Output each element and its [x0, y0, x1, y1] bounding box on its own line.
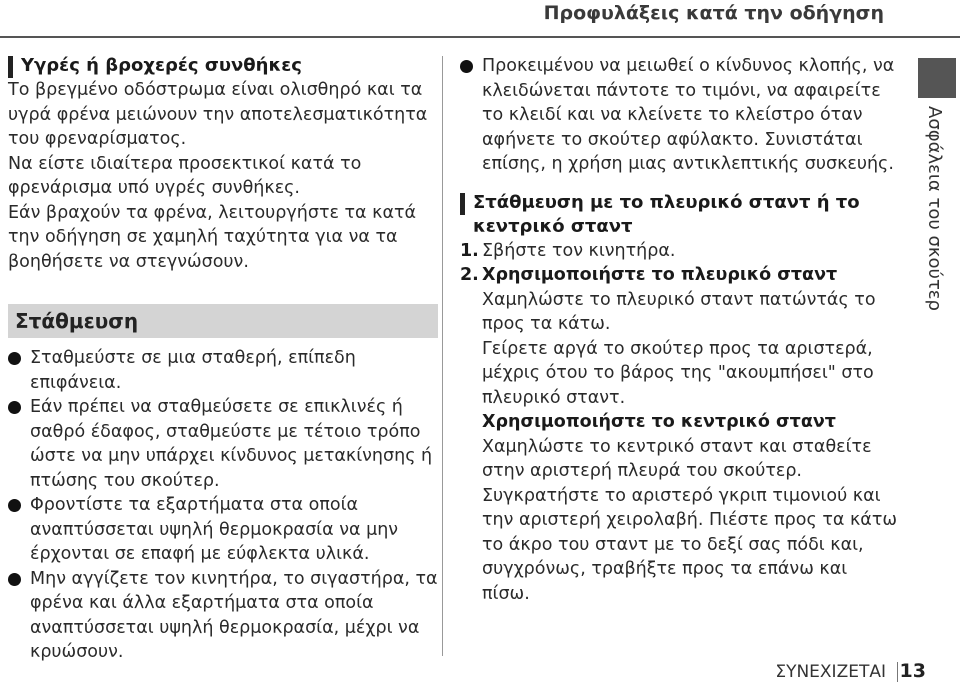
list-item: Φροντίστε τα εξαρτήματα στα οποία αναπτύσσεται υψηλή θερμοκρασία να μην έρχονται σε επαφή με εύφλεκτα υλικά.: [8, 493, 438, 567]
parking-bullet-list: [8, 346, 438, 665]
step-text: Σβήστε τον κινητήρα.: [482, 240, 676, 261]
right-column: [460, 54, 900, 606]
step-number: 2.: [460, 265, 479, 285]
wet-conditions-text: [8, 78, 438, 274]
step-title: Χρησιμοποιήστε το πλευρικό σταντ: [482, 265, 838, 285]
left-column: [8, 54, 438, 665]
section-tab-marker: [918, 58, 956, 98]
wet-paragraph: Το βρεγμένο οδόστρωμα είναι ολισθηρό και τα υγρά φρένα μειώνουν την αποτελεσματικότητα του φρεναρίσματος.: [8, 80, 428, 149]
list-item: Εάν πρέπει να σταθμεύσετε σε επικλινές ή σαθρό έδαφος, σταθμεύστε με τέτοιο τρόπο ώστε να μην υπάρχει κίνδυνος μετακίνησης ή πτώσης του σκούτερ.: [8, 395, 438, 493]
list-item: Προκειμένου να μειωθεί ο κίνδυνος κλοπής, να κλειδώνεται πάντοτε το τιμόνι, να αφαιρείτε το κλειδί και να κλείνετε το κλείστρο όταν αφήνετε το σκούτερ αφύλακτο. Συνιστάται επίσης, η χρήση μιας αντικλεπτικής συσκευής.: [460, 54, 900, 177]
theft-bullet-list: [460, 54, 900, 177]
wet-conditions-heading-text: Υγρές ή βροχερές συνθήκες: [21, 55, 302, 76]
header-rule: [0, 36, 960, 38]
stand-steps-list: [460, 239, 900, 607]
side-stand-paragraph: Γείρετε αργά το σκούτερ προς τα αριστερά, μέχρις ότου το βάρος της "ακουμπήσει" στο πλευρικό σταντ.: [482, 338, 874, 408]
list-item: [460, 263, 900, 606]
parking-section-heading: Στάθμευση: [8, 304, 438, 338]
page-number: 13: [899, 660, 926, 682]
list-item: Μην αγγίζετε τον κινητήρα, το σιγαστήρα, τα φρένα και άλλα εξαρτήματα στα οποία αναπτύσσεται υψηλή θερμοκρασία, μέχρι να κρυώσουν.: [8, 567, 438, 665]
wet-paragraph: Εάν βραχούν τα φρένα, λειτουργήστε τα κατά την οδήγηση σε χαμηλή ταχύτητα για να τα βοηθήσετε να στεγνώσουν.: [8, 202, 417, 272]
side-stand-paragraph: Χαμηλώστε το πλευρικό σταντ πατώντάς το προς τα κάτω.: [482, 289, 876, 334]
footer-separator: [897, 662, 898, 682]
center-stand-title: Χρησιμοποιήστε το κεντρικό σταντ: [482, 412, 836, 432]
section-side-label: Ασφάλεια του σκούτερ: [924, 106, 945, 311]
wet-conditions-heading: [8, 54, 438, 78]
stand-parking-heading: [460, 191, 900, 239]
center-stand-paragraph: Χαμηλώστε το κεντρικό σταντ και σταθείτε στην αριστερή πλευρά του σκούτερ. Συγκρατήστε το αριστερό γκριπ τιμονιού και την αριστερή χειρολαβή. Πιέστε προς τα κάτω το άκρο του σταντ με το δεξί σας πόδι και, συγχρόνως, τραβήξτε προς τα επάνω και πίσω.: [482, 436, 898, 604]
side-stand-instructions: [482, 288, 900, 411]
column-divider: [442, 56, 443, 656]
list-item: [460, 239, 900, 264]
heading-bar-icon: [460, 193, 465, 215]
page-header-title: Προφυλάξεις κατά την οδήγηση: [543, 2, 884, 24]
step-number: 1.: [460, 240, 479, 261]
continued-label: ΣΥΝΕΧΙΖΕΤΑΙ: [775, 662, 886, 682]
stand-parking-heading-text: Στάθμευση με το πλευρικό σταντ ή το κεντρικό σταντ: [473, 191, 860, 237]
heading-bar-icon: [8, 56, 13, 78]
list-item: Σταθμεύστε σε μια σταθερή, επίπεδη επιφάνεια.: [8, 346, 438, 395]
wet-paragraph: Να είστε ιδιαίτερα προσεκτικοί κατά το φρενάρισμα υπό υγρές συνθήκες.: [8, 153, 362, 198]
